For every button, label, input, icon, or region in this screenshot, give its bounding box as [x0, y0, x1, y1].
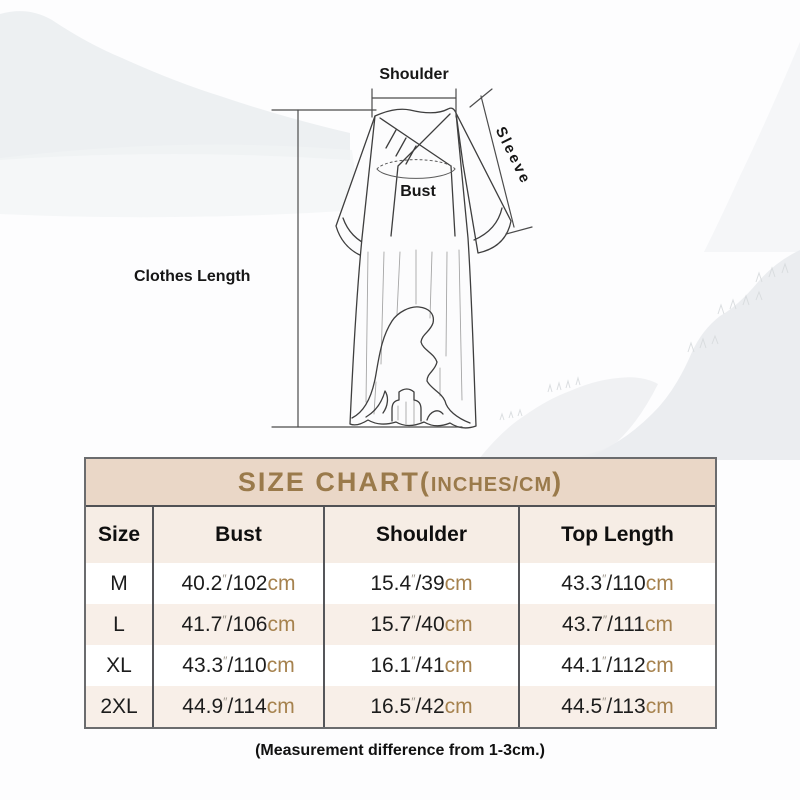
dress-line-art: [336, 108, 511, 428]
size-cell: M: [86, 563, 153, 604]
table-row: [86, 645, 715, 686]
size-chart-title: [86, 459, 715, 507]
shoulder-cell: 16.5″/42cm: [324, 686, 519, 727]
top-length-cell: 43.7″/111cm: [519, 604, 715, 645]
column-header-top-length: Top Length: [519, 507, 715, 563]
clothes-length-label: Clothes Length: [134, 268, 251, 285]
title-main: SIZE CHART(: [237, 467, 431, 497]
table-header-row: [86, 507, 715, 563]
bust-cell: 44.9″/114cm: [153, 686, 324, 727]
measurement-note: (Measurement difference from 1-3cm.): [255, 742, 545, 759]
size-chart-panel: [84, 457, 717, 729]
column-header-size: Size: [86, 507, 153, 563]
column-header-shoulder: Shoulder: [324, 507, 519, 563]
shoulder-label: Shoulder: [379, 66, 449, 83]
title-close: ): [552, 467, 564, 497]
top-length-cell: 44.1″/112cm: [561, 653, 674, 677]
table-row: [86, 563, 715, 604]
title-units: INCHES/CM: [430, 474, 553, 496]
top-length-cell: 43.3″/110cm: [561, 571, 674, 595]
bust-cell: 43.3″/110cm: [153, 645, 324, 686]
shoulder-cell: 15.7″/40cm: [324, 604, 519, 645]
shoulder-cell: 16.1″/41cm: [324, 645, 519, 686]
bust-cell: 41.7″/106cm: [153, 604, 324, 645]
shoulder-cell: 15.4″/39cm: [324, 563, 519, 604]
table-row: [86, 686, 715, 727]
column-header-bust: Bust: [153, 507, 324, 563]
size-cell: L: [86, 604, 153, 645]
size-cell: XL: [86, 645, 153, 686]
size-table: [86, 507, 715, 727]
top-length-cell: 44.5″/113cm: [519, 686, 715, 727]
sleeve-label: Sleeve: [491, 124, 535, 188]
size-cell: 2XL: [86, 686, 153, 727]
bust-label: Bust: [400, 183, 436, 200]
bust-cell: 40.2″/102cm: [153, 563, 324, 604]
table-row: [86, 604, 715, 645]
